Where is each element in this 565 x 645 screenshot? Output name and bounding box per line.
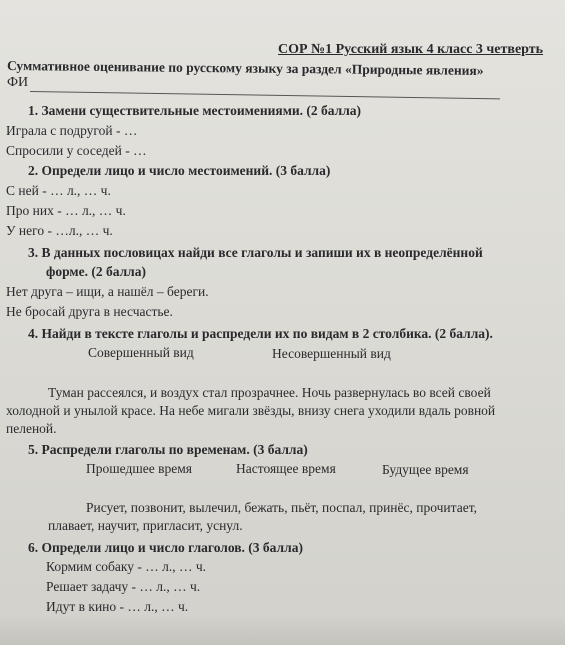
task-4-title: 4. Найди в тексте глаголы и распредели их по видам в 2 столбика. (2 балла). [28, 326, 493, 341]
task-3-title: 3. В данных пословицах найди все глаголы и запиши их в неопределённой [28, 245, 483, 260]
task-3-title-cont: форме. (2 балла) [46, 264, 146, 279]
task-6-line: Решает задачу - … л., … ч. [46, 579, 201, 594]
task-5-title: 5. Распредели глаголы по временам. (3 балла) [28, 442, 308, 457]
column-header-imperfective: Несовершенный вид [272, 346, 391, 361]
column-header-future: Будущее время [382, 462, 469, 477]
task-6-line: Кормим собаку - … л., … ч. [46, 559, 207, 574]
column-header-perfective: Совершенный вид [88, 345, 194, 360]
task-5-verbs-line: Рисует, позвонит, вылечил, бежать, пьёт, поспал, принёс, прочитает, [86, 500, 477, 515]
task-2-line: Про них - … л., … ч. [6, 203, 126, 218]
page-shadow [0, 615, 565, 645]
task-3-proverb: Нет друга – ищи, а нашёл – береги. [6, 284, 209, 299]
name-underline [30, 91, 500, 99]
task-1-line: Играла с подругой - … [6, 123, 138, 138]
task-4-text-line: пеленой. [6, 421, 57, 436]
task-6-title: 6. Определи лицо и число глаголов. (3 балла) [28, 540, 303, 555]
task-2-title: 2. Определи лицо и число местоимений. (3 балла) [28, 163, 331, 178]
task-1-title: 1. Замени существительные местоимениями. (2 балла) [28, 103, 362, 118]
task-6-line: Идут в кино - … л., … ч. [46, 599, 189, 614]
worksheet-subtitle: Суммативное оценивание по русскому языку за раздел «Природные явления» [6, 58, 484, 78]
task-2-line: У него - …л., … ч. [6, 223, 113, 238]
task-5-verbs-line: плавает, научит, пригласит, уснул. [48, 518, 243, 533]
task-4-text-line: холодной и унылой красе. На небе мигали звёзды, внизу снега уходили вдаль ровной [6, 403, 496, 418]
column-header-present: Настоящее время [236, 461, 336, 476]
task-2-line: С ней - … л., … ч. [6, 183, 111, 198]
task-1-line: Спросили у соседей - … [6, 143, 147, 158]
task-4-text-line: Туман рассеялся, и воздух стал прозрачнее. Ночь развернулась во всей своей [48, 385, 491, 400]
task-3-proverb: Не бросай друга в несчастье. [6, 304, 173, 319]
name-label: ФИ [7, 75, 29, 90]
worksheet-title: СОР №1 Русский язык 4 класс 3 четверть [278, 42, 544, 57]
column-header-past: Прошедшее время [86, 461, 192, 476]
